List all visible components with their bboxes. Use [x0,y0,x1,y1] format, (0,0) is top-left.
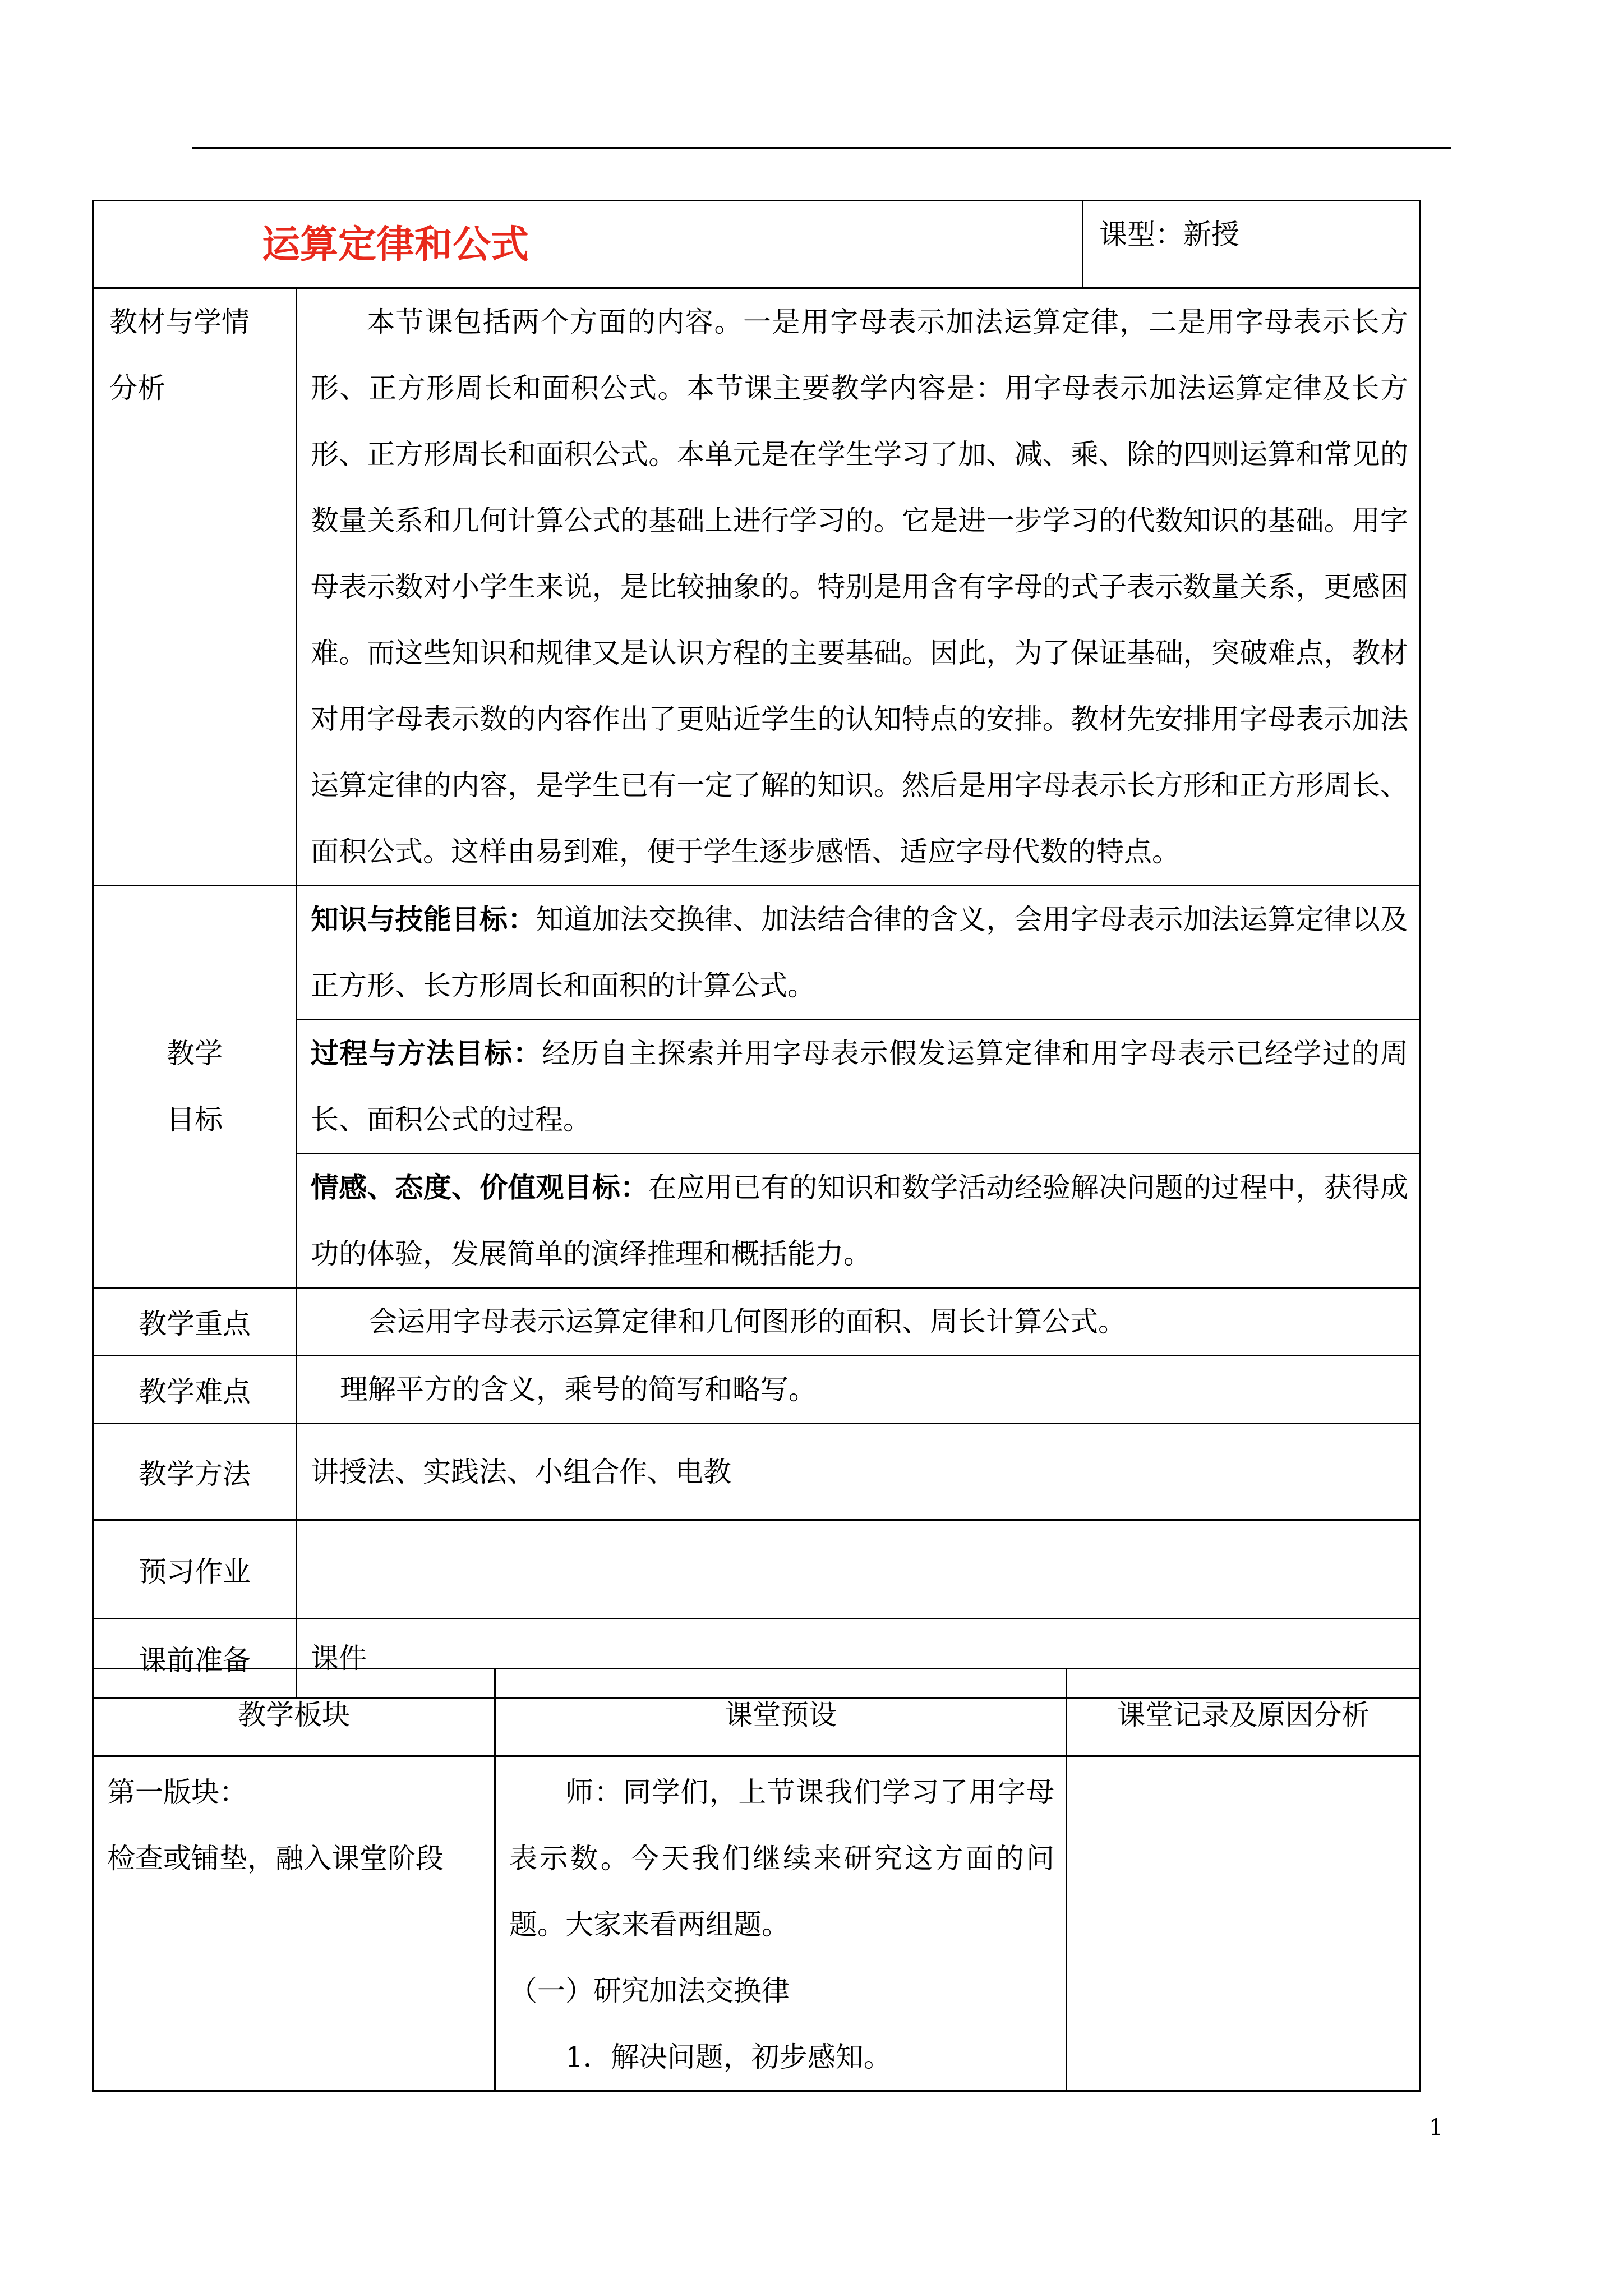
teaching-process-table [92,1668,1421,2092]
analysis-label-line1: 教材与学情 [109,306,250,338]
plan-cell [495,1756,1067,2091]
objective-process-label: 过程与方法目标： [311,1037,542,1070]
objective-emotion-label: 情感、态度、价值观目标： [311,1171,649,1204]
homework-text-cell [297,1520,1421,1619]
header-block: 教学板块 [238,1698,350,1731]
analysis-text: 本节课包括两个方面的内容。一是用字母表示加法运算定律，二是用字母表示长方形、正方形周长和面积公式。本节课主要教学内容是：用字母表示加法运算定律及长方形、正方形周长和面积公式。本单元是在学生学习了加、减、乘、除的四则运算和常见的数量关系和几何计算公式的基础上进行学习的。它是进一步学习的代数知识的基础。用字母表示数对小学生来说，是比较抽象的。特别是用含有字母的式子表示数量关系，更感困难。而这些知识和规律又是认识方程的主要基础。因此，为了保证基础，突破难点，教材对用字母表示数的内容作出了更贴近学生的认知特点的安排。教材先安排用字母表示加法运算定律的内容，是学生已有一定了解的知识。然后是用字母表示长方形和正方形周长、面积公式。这样由易到难，便于学生逐步感悟、适应字母代数的特点。 [311,306,1409,868]
objective-knowledge-label: 知识与技能目标： [311,903,536,936]
objective-process [297,1020,1419,1153]
objective-emotion-text: 在应用已有的知识和数学活动经验解决问题的过程中，获得成功的体验，发展简单的演绎推理和概括能力。 [311,1171,1409,1270]
difficulties-text-cell [297,1356,1421,1424]
plan-step: 1．解决问题，初步感知。 [565,2041,892,2073]
header-record: 课堂记录及原因分析 [1117,1698,1370,1731]
block-line1: 第一版块： [107,1776,247,1809]
key-points-text-cell [297,1288,1421,1356]
objective-process-text: 经历自主探索并用字母表示假发运算定律和用字母表示已经学过的周长、面积公式的过程。 [311,1037,1409,1136]
lesson-title: 运算定律和公式 [262,222,529,267]
page-number: 1 [1429,2115,1444,2141]
difficulties-label: 教学难点 [139,1375,251,1408]
homework-label-cell [93,1520,297,1619]
methods-text-cell [297,1424,1421,1520]
methods-label-cell [93,1424,297,1520]
objective-emotion [297,1154,1419,1287]
objectives-label-line2: 目标 [167,1103,223,1136]
difficulties-text: 理解平方的含义，乘号的简写和略写。 [340,1373,817,1406]
homework-label: 预习作业 [139,1555,251,1588]
analysis-text-cell [297,288,1421,886]
header-block-cell [93,1669,495,1756]
objective-knowledge-text: 知道加法交换律、加法结合律的含义，会用字母表示加法运算定律以及正方形、长方形周长和面积的计算公式。 [311,903,1409,1002]
methods-text: 讲授法、实践法、小组合作、电教 [311,1455,731,1488]
methods-label: 教学方法 [139,1457,251,1490]
objectives-label-line1: 教学 [167,1037,223,1070]
objective-process-cell [297,1020,1421,1154]
lesson-type-cell [1083,201,1421,288]
lesson-type: 课型：新授 [1099,218,1240,251]
plan-intro: 师：同学们，上节课我们学习了用字母表示数。今天我们继续来研究这方面的问题。大家来看两组题。 [509,1776,1054,1941]
key-points-label-cell [93,1288,297,1356]
preparation-text: 课件 [311,1642,367,1674]
objective-knowledge-cell [297,886,1421,1020]
lesson-info-table [92,200,1421,1699]
preparation-label: 课前准备 [139,1644,251,1677]
block-cell [93,1756,495,2091]
record-cell [1067,1756,1421,2091]
objective-knowledge [297,886,1419,1019]
difficulties-label-cell [93,1356,297,1424]
analysis-label-line2: 分析 [109,372,165,404]
header-rule [192,147,1451,149]
plan-section: （一）研究加法交换律 [509,1975,790,2007]
analysis-label-cell [93,288,297,886]
header-plan-cell [495,1669,1067,1756]
key-points-label: 教学重点 [139,1308,251,1340]
header-record-cell [1067,1669,1421,1756]
objectives-label-cell [93,886,297,1288]
title-cell [93,201,1083,288]
objective-emotion-cell [297,1154,1421,1288]
header-plan: 课堂预设 [725,1698,837,1731]
block-line2: 检查或铺垫，融入课堂阶段 [107,1842,444,1875]
key-points-text: 会运用字母表示运算定律和几何图形的面积、周长计算公式。 [369,1305,1126,1338]
